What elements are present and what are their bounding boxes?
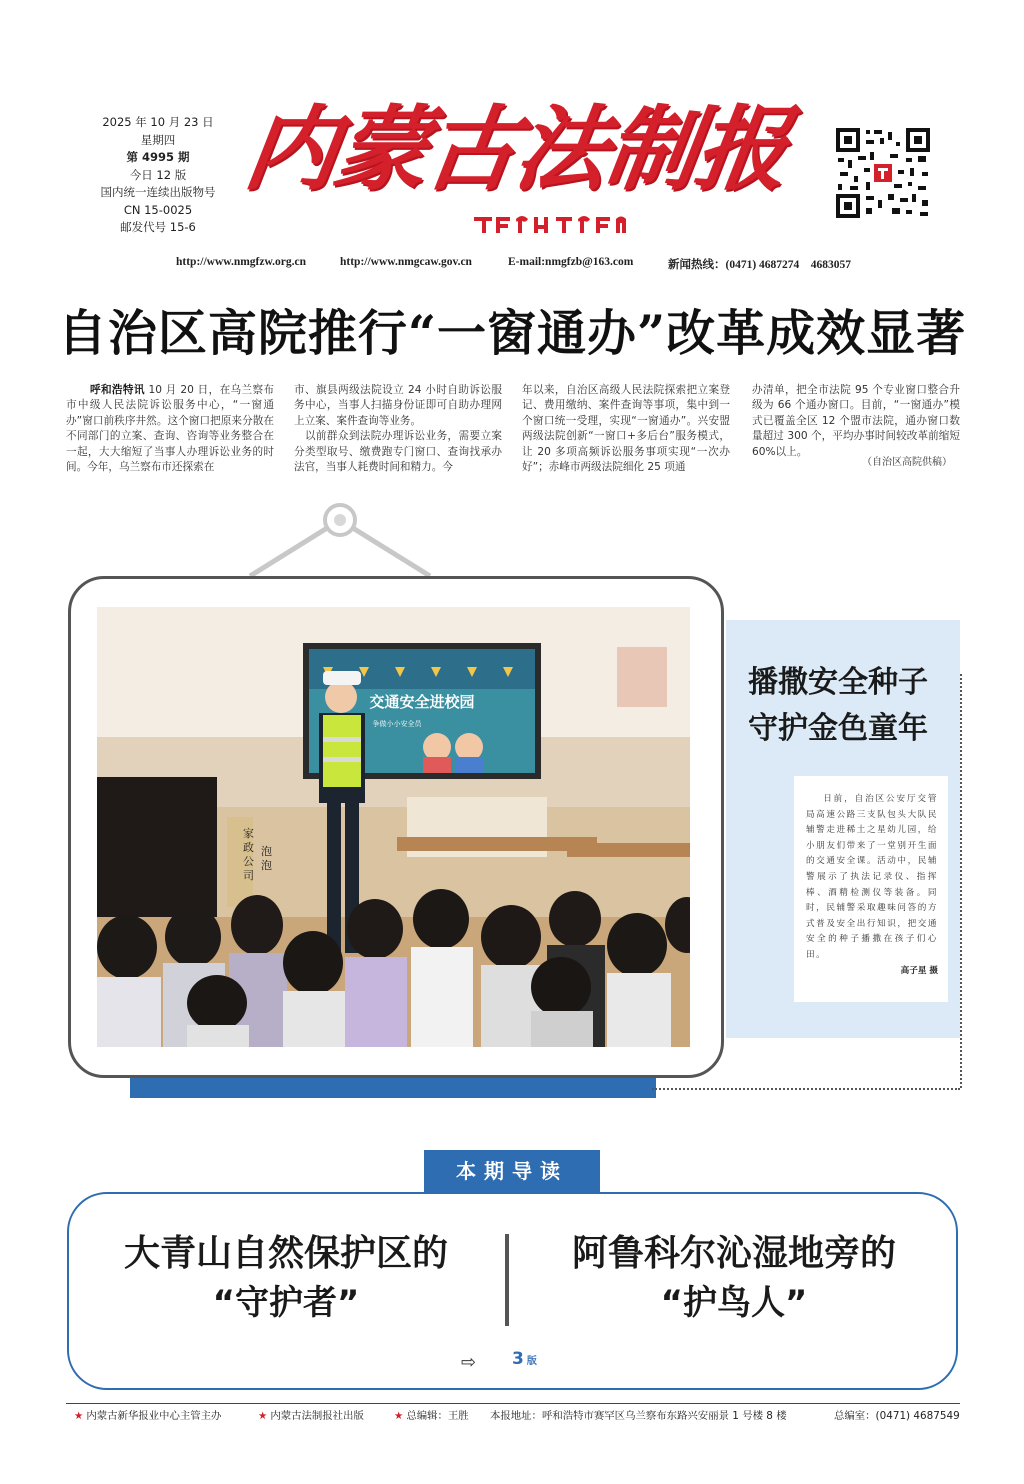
guide-item-left[interactable] — [76, 1228, 496, 1328]
news-hotline: 新闻热线：(0471) 4687274 4683057 — [668, 259, 852, 271]
article-column-2: 市、旗县两级法院设立 24 小时自助诉讼服务中心，当事人扫描身份证即可自助办理网上立案、案件查询等业务。 以前群众到法院办理诉讼业务，需要立案分类型取号、缴费跑专门窗口、查询找承办法官，当事人耗费时间和精力。今 — [294, 384, 502, 474]
guide-page-number: 3 — [512, 1349, 524, 1369]
guide-page-unit: 版 — [526, 1356, 537, 1367]
issue-date: 2025 年 10 月 23 日 — [102, 115, 214, 129]
star-icon: ★ — [394, 1410, 404, 1422]
article-column-4: 办清单，把全市法院 95 个专业窗口整合升级为 66 个通办窗口。目前，“一窗通办”模式已覆盖全区 12 个盟市法院，通办窗口数量超过 300 个，平均办事时间较改革前缩短 60%以上。 — [752, 384, 960, 458]
footer-office: 总编室：(0471) 4687549 — [834, 1410, 960, 1422]
website-link-2[interactable]: http://www.nmgcaw.gov.cn — [340, 256, 472, 268]
feature-title-line-1: 播撒安全种子 — [748, 665, 928, 700]
guide-left-title: 大青山自然保护区的 — [123, 1232, 448, 1274]
footer-editor: ★ 总编辑：王胜 — [394, 1410, 469, 1422]
feature-title[interactable] — [748, 660, 948, 752]
issue-serial-label: 国内统一连续出版物号 — [100, 185, 216, 199]
qr-code[interactable] — [836, 128, 930, 218]
article-dateline: 呼和浩特讯 — [90, 384, 145, 396]
photo-caption: 日前，自治区公安厅交管局高速公路三支队包头大队民辅警走进稀土之星幼儿园，给小朋友们带来了一堂别开生面的交通安全课。活动中，民辅警展示了执法记录仪、指挥棒、酒精检测仪等装备。同时，民辅警采取趣味问答的方式普及安全出行知识，把交通安全的种子播撒在孩子们心田。 — [806, 794, 938, 960]
board-text: 家政公司 — [243, 827, 254, 882]
screen-subtitle: 争做小小安全员 — [372, 720, 422, 728]
website-link-1[interactable]: http://www.nmgfzw.org.cn — [176, 256, 307, 268]
photo-accent-bar — [130, 1078, 656, 1098]
traffic-safety-class-photo[interactable] — [97, 607, 690, 1047]
issue-number: 第 4995 期 — [126, 150, 190, 164]
arrow-right-icon: ⇨ — [461, 1352, 477, 1373]
guide-page-ref[interactable] — [512, 1349, 537, 1369]
issue-pages: 今日 12 版 — [129, 167, 187, 182]
board-text-2: 泡泡 — [261, 845, 272, 872]
article-credit: （自治区高院供稿） — [862, 457, 952, 468]
article-text-1: 10 月 20 日，在乌兰察布市中级人民法院诉讼服务中心，“一窗通办”窗口前秩序井然。这个窗口把原来分散在不同部门的立案、查询、咨询等业务整合在一起，大大缩短了当事人办理诉讼业务的时间。今年，乌兰察布市还探索在 — [66, 384, 274, 474]
footer-rule — [66, 1403, 960, 1404]
email-link[interactable]: E-mail:nmgfzb@163.com — [508, 256, 634, 268]
guide-divider — [505, 1234, 509, 1326]
guide-right-title: 阿鲁科尔沁湿地旁的 — [571, 1232, 896, 1274]
screen-title: 交通安全进校园 — [369, 693, 475, 711]
issue-cn: CN 15-0025 — [123, 202, 193, 217]
issue-postal: 邮发代号 15-6 — [120, 220, 196, 234]
photo-caption-box — [794, 776, 948, 1002]
photo-byline: 高子星 摄 — [900, 965, 938, 976]
article-column-1 — [66, 383, 274, 475]
star-icon: ★ — [258, 1410, 268, 1422]
issue-info — [96, 114, 220, 237]
dotted-divider-horizontal — [652, 1088, 960, 1090]
feature-title-line-2: 守护金色童年 — [748, 711, 928, 746]
guide-right-subtitle: “护鸟人” — [660, 1283, 808, 1323]
issue-weekday: 星期四 — [140, 132, 176, 147]
star-icon: ★ — [74, 1410, 84, 1422]
guide-left-subtitle: “守护者” — [212, 1283, 360, 1323]
dotted-divider-vertical — [960, 674, 962, 1088]
footer-publisher: ★ 内蒙古法制报社出版 — [258, 1410, 364, 1422]
footer-sponsor: ★ 内蒙古新华报业中心主管主办 — [74, 1410, 222, 1422]
mongolian-script-logo — [470, 211, 630, 237]
issue-guide-tab: 本期导读 — [424, 1150, 600, 1192]
footer-address: 本报地址：呼和浩特市赛罕区乌兰察布东路兴安丽景 1 号楼 8 楼 — [490, 1410, 787, 1422]
lead-article — [66, 383, 960, 483]
newspaper-logo: 内蒙古法制报 — [238, 95, 794, 203]
guide-item-right[interactable] — [524, 1228, 944, 1328]
lead-headline[interactable]: 自治区高院推行“一窗通办”改革成效显著 — [57, 304, 967, 362]
article-column-3: 年以来，自治区高级人民法院探索把立案登记、费用缴纳、案件查询等事项，集中到一个窗口统一受理，实现“一窗通办”。兴安盟两级法院创新“一窗口+多后台”服务模式，让 20 多项高频诉讼服务事项实现“一次办好”；赤峰市两级法院细化 25 项通 — [522, 384, 730, 474]
